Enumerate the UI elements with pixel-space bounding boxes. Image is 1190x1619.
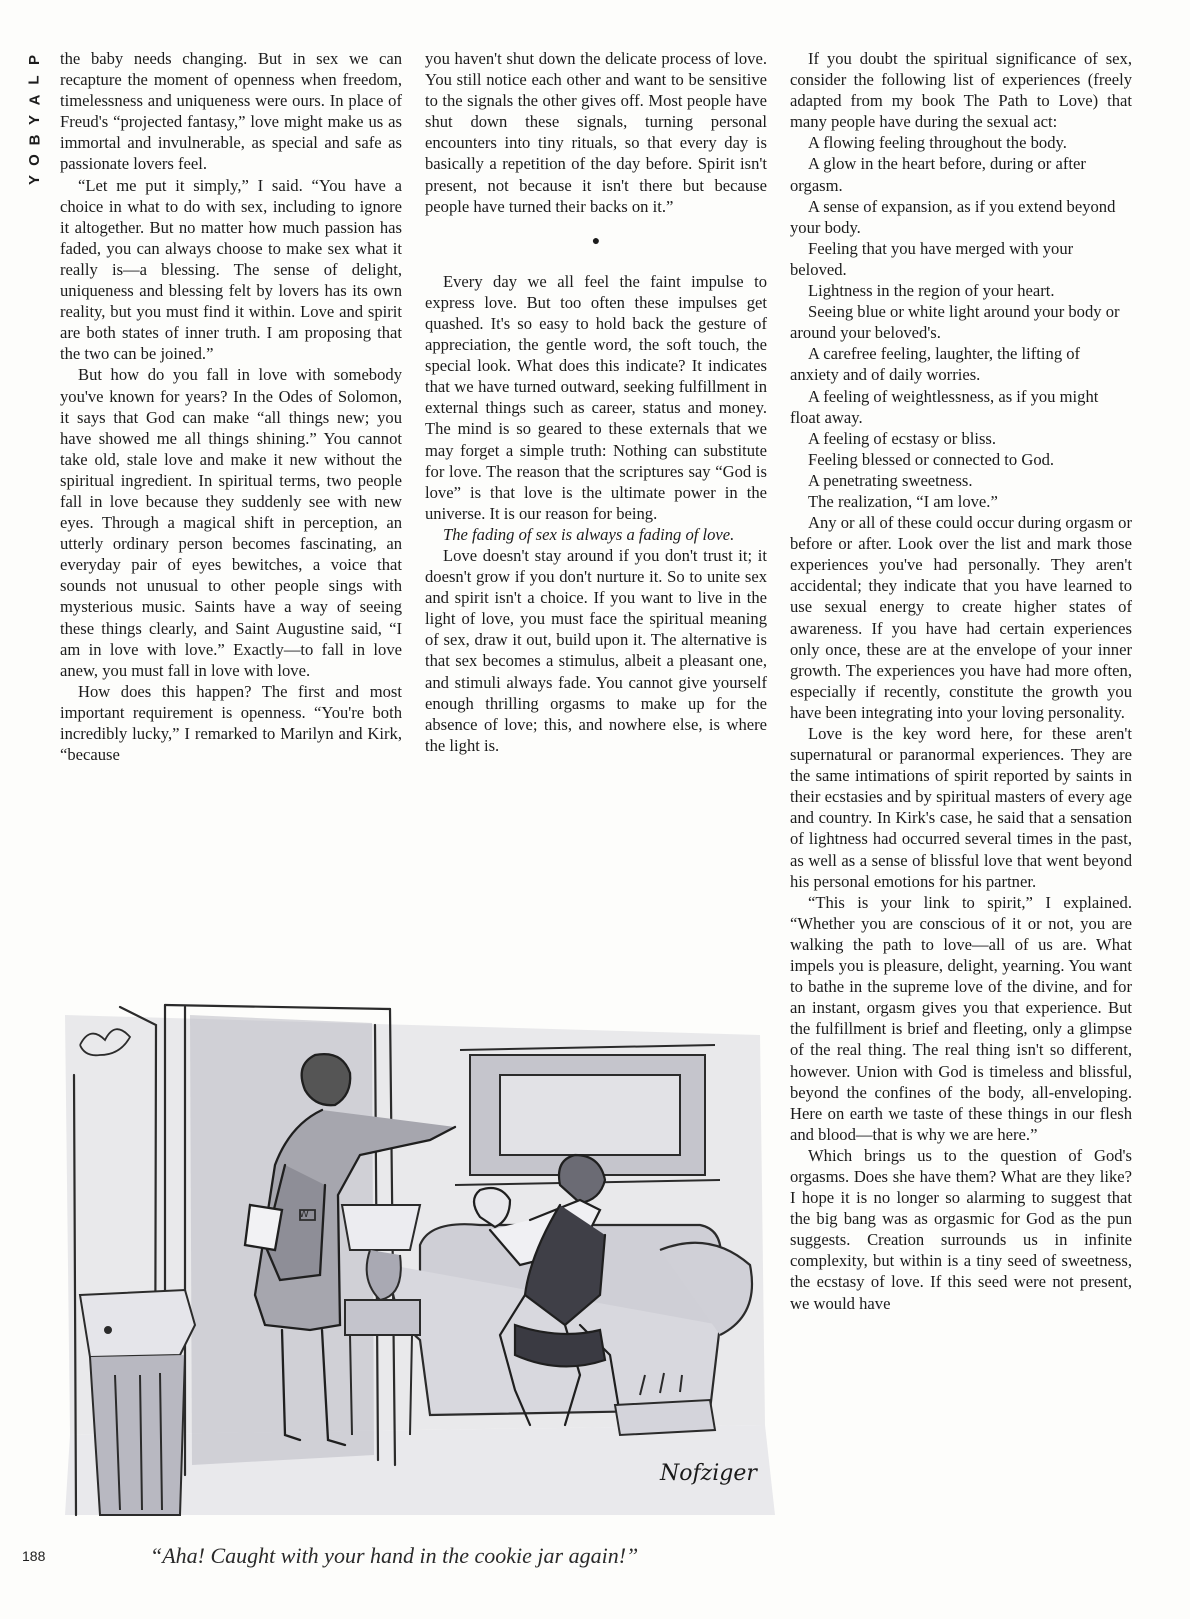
running-head-letter: Y	[25, 114, 43, 126]
paragraph: Any or all of these could occur during orgasm or before or after. Look over the list and mark those experiences you've had personally. They aren't accidental; they indicate that you have learned to use sexual energy to create higher states of awareness. If you have had certain experiences only once, these are at the envelope of your inner growth. The experiences you have had more often, especially if recently, constitute the growth you have been integrating into your loving personality.	[790, 513, 1132, 722]
paragraph: “Let me put it simply,” I said. “You have a choice in what to do with sex, including to ignore it altogether. But no matter how much passion has faded, you can always choose to make sex what it really is—a blessing. The sense of delight, uniqueness and blessing felt by lovers has its own reality, but you must find it within. Love and spirit are both states of inner truth. I am proposing that the two can be joined.”	[60, 175, 402, 364]
running-head-letter: P	[25, 54, 43, 66]
paragraph: Feeling blessed or connected to God.	[808, 449, 1055, 469]
section-separator: ●	[591, 233, 601, 249]
paragraph: If you doubt the spiritual significance of sex, consider the following list of experiences (freely adapted from my book The Path to Love) that many people have during the sexual act:	[790, 49, 1132, 132]
paragraph: But how do you fall in love with somebody you've known for years? In the Odes of Solomon, it says that God can make “all things new; you have showed me all things shining.” You cannot take old, stale love and make it new without the spiritual ingredient. In spiritual terms, two people fall in love because they suddenly see with new eyes. Through a magical shift in perception, an utterly ordinary person becomes fascinating, an everyday pair of eyes bewitches, a voice that sounds not unusual to other people sings with mysterious music. Saints have a way of seeing these things clearly, and Saint Augustine said, “I am in love with love.” Exactly—to fall in love anew, you must fall in love with love.	[60, 365, 402, 680]
paragraph: A feeling of ecstasy or bliss.	[808, 428, 997, 448]
paragraph: Every day we all feel the faint impulse to express love. But too often these impulses get quashed. It's so easy to hold back the gesture of appreciation, the gentle word, the soft touch, the special look. What does this indicate? It indicates that we have turned outward, seeking fulfillment in external things such as career, status and money. The mind is so geared to these externals that we may forget a simple truth: Nothing can substitute for love. The reason that the scriptures say “God is love” is that love is the ultimate power in the universe. It is our reason for being.	[425, 271, 767, 523]
paragraph: A sense of expansion, as if you extend beyond your body.	[790, 196, 1116, 237]
running-head-letter: B	[26, 134, 43, 146]
cartoon-caption: “Aha! Caught with your hand in the cookie jar again!”	[150, 1543, 639, 1568]
paragraph: The fading of sex is always a fading of love.	[443, 524, 735, 544]
paragraph: Feeling that you have merged with your beloved.	[790, 238, 1074, 279]
paragraph: Lightness in the region of your heart.	[808, 281, 1055, 301]
paragraph: Which brings us to the question of God's orgasms. Does she have them? What are they like? I hope it is no longer so alarming to suggest that the big bang was as orgasmic for God as the pun suggests. Creation surrounds us in infinite complexity, but within is a tiny seed of sweetness, the ecstasy of love. If this seed were not present, we would have	[790, 1145, 1132, 1313]
paragraph: A penetrating sweetness.	[808, 470, 973, 490]
running-head-letter: O	[25, 154, 43, 166]
page-number: 188	[22, 1548, 46, 1564]
running-head-letter: Y	[25, 174, 43, 186]
paragraph: A flowing feeling throughout the body.	[808, 133, 1067, 153]
paragraph: Love is the key word here, for these aren't supernatural or paranormal experiences. They are the same intimations of spirit reported by saints in their ecstasies and by spiritual masters of every age and country. In Kirk's case, he said that a sensation of lightness had occurred several times in the past, as well as a sense of blissful love that went beyond his personal emotions for his partner.	[790, 724, 1132, 891]
paragraph: How does this happen? The first and most important requirement is openness. “You're both incredibly lucky,” I remarked to Marilyn and Kirk, “because	[60, 681, 402, 765]
panel-sign: W	[299, 1209, 309, 1220]
text-column-2	[425, 48, 767, 756]
cartoon-illustration	[60, 995, 780, 1520]
paragraph: Seeing blue or white light around your body or around your beloved's.	[790, 302, 1120, 343]
running-head-letter: L	[25, 75, 43, 85]
running-head	[24, 50, 46, 190]
running-head-letter: A	[26, 94, 43, 106]
paragraph: A feeling of weightlessness, as if you might float away.	[790, 386, 1099, 427]
paragraph: A glow in the heart before, during or after orgasm.	[790, 154, 1086, 195]
paragraph: you haven't shut down the delicate process of love. You still notice each other and want to be sensitive to the signals the other gives off. Most people have shut down these signals, turning personal encounters into tiny rituals, so that every day is basically a repetition of the day before. Spirit isn't present, not because it isn't there but because people have turned their backs on it.”	[425, 49, 767, 216]
paragraph: The realization, “I am love.”	[808, 491, 998, 511]
text-column-1	[60, 48, 402, 765]
paragraph: A carefree feeling, laughter, the lifting of anxiety and of daily worries.	[790, 344, 1081, 385]
paragraph: “This is your link to spirit,” I explained. “Whether you are conscious of it or not, you are walking the path to love—all of us are. What impels you is pleasure, delight, yearning. You want to bathe in the supreme love of the divine, and for an instant, orgasm gives you that experience. But the fulfillment is brief and fleeting, only a glimpse of the real thing. The real thing isn't so different, however. Union with God is timeless and blissful, beyond the confines of the body, all-enveloping. Here on earth we taste of these things in our flesh and blood—that is why we are here.”	[790, 892, 1132, 1144]
paragraph: Love doesn't stay around if you don't trust it; it doesn't grow if you don't nurture it. So to unite sex and spirit isn't a choice. If you want to live in the light of love, you must face the spiritual meaning of sex, draw it out, build upon it. The alternative is that sex becomes a stimulus, albeit a pleasant one, and stimuli always fade. You cannot give yourself enough thrilling orgasms to make up for the absence of love; this, and nowhere else, is where the light is.	[425, 545, 767, 755]
text-column-3	[790, 48, 1132, 1314]
cartoonist-signature: Nofziger	[660, 1461, 757, 1486]
paragraph: the baby needs changing. But in sex we can recapture the moment of openness when freedom, timelessness and uniqueness were ours. In place of Freud's “projected fantasy,” love might make us as immortal and invulnerable, as special and safe as passionate lovers feel.	[60, 49, 402, 174]
